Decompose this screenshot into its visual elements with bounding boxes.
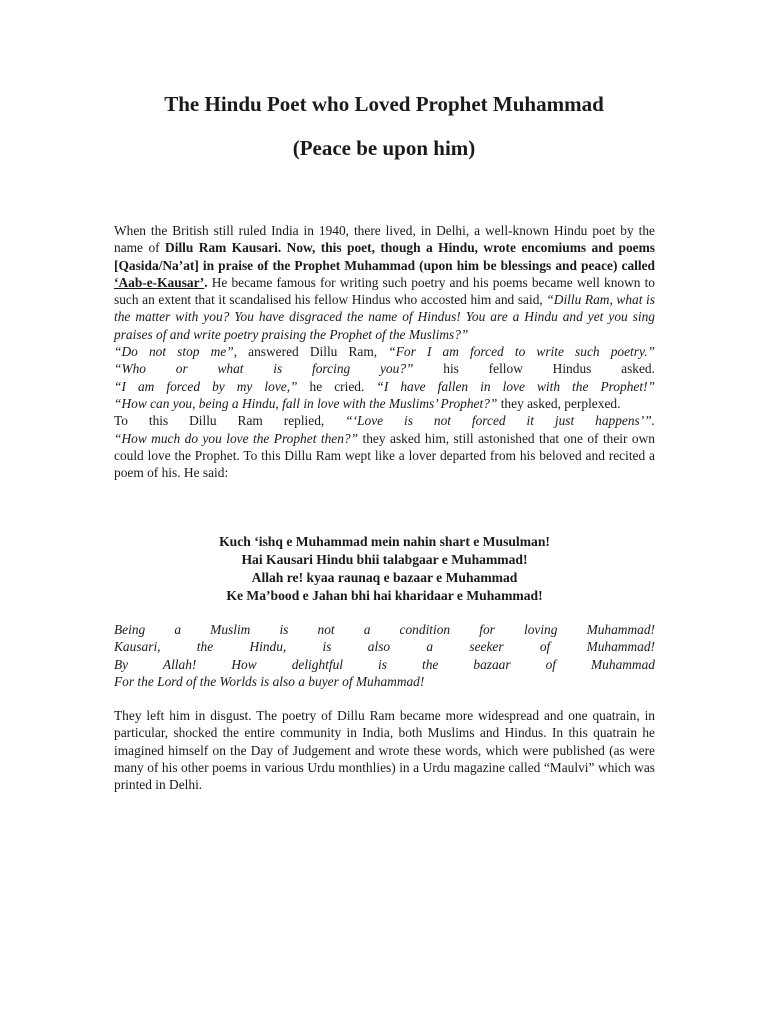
quote-run: “For I am forced to write such poetry.” bbox=[388, 344, 655, 360]
poem-line: Hai Kausari Hindu bhii talabgaar e Muhammad! bbox=[241, 552, 528, 567]
page-title: The Hindu Poet who Loved Prophet Muhammad bbox=[164, 92, 604, 116]
translation-line: By Allah! How delightful is the bazaar of Muhammad bbox=[114, 656, 655, 672]
page-subtitle: (Peace be upon him) bbox=[292, 136, 476, 160]
quote-run: “‘Love is not forced it just happens’”. bbox=[345, 413, 656, 429]
dialogue-line bbox=[114, 430, 655, 482]
intro-section bbox=[114, 222, 655, 481]
poem-line: Kuch ‘ishq e Muhammad mein nahin shart e Musulman! bbox=[219, 534, 550, 549]
translation-line: Kausari, the Hindu, is also a seeker of Muhammad! bbox=[114, 639, 655, 655]
quote-run: “Do not stop me” bbox=[114, 344, 234, 360]
text-run: his fellow Hindus asked. bbox=[413, 361, 655, 377]
dialogue-line bbox=[114, 412, 655, 429]
poem-line: Allah re! kyaa raunaq e bazaar e Muhammad bbox=[251, 570, 518, 585]
bold-run: . Now, this poet, though a Hindu, wrote encomiums and poems [Qasida/Na’at] in praise of the Prophet Muhammad (upon him be blessings and peace) called bbox=[114, 240, 655, 273]
quote-run: “Dillu Ram, what is the matter with you? You have disgraced the name of Hindus! You are a Hindu and yet you sing praises of and write poetry praising the Prophet of the Muslims?” bbox=[114, 292, 655, 342]
translation-line: For the Lord of the Worlds is also a buyer of Muhammad! bbox=[114, 673, 425, 689]
intro-paragraph bbox=[114, 222, 655, 343]
closing-section bbox=[114, 707, 655, 793]
text-run: , answered Dillu Ram, bbox=[233, 344, 389, 360]
translation-line: Being a Muslim is not a condition for loving Muhammad! bbox=[114, 622, 655, 637]
quote-run: “Who or what is forcing you?” bbox=[114, 361, 414, 377]
poem-line: Ke Ma’bood e Jahan bhi hai kharidaar e Muhammad! bbox=[226, 588, 543, 603]
quote-run: “How can you, being a Hindu, fall in love with the Muslims’ Prophet?” bbox=[114, 395, 498, 411]
quote-run: “I have fallen in love with the Prophet!” bbox=[376, 378, 655, 394]
book-title: ‘Aab-e-Kausar’ bbox=[114, 274, 205, 290]
poem-translation bbox=[114, 621, 655, 690]
dialogue-line bbox=[114, 378, 655, 395]
poet-name: Dillu Ram Kausari bbox=[165, 240, 278, 256]
text-run: he cried. bbox=[297, 378, 377, 394]
dialogue-line bbox=[114, 343, 655, 360]
text-run: To this Dillu Ram replied, bbox=[114, 413, 346, 429]
text-run: they asked, perplexed. bbox=[497, 395, 621, 411]
text-run: When the British still ruled India in 1940, there lived, in Delhi, a well-known Hindu poet by the name of bbox=[114, 223, 655, 256]
quote-run: “I am forced by my love,” bbox=[114, 378, 298, 394]
closing-paragraph: They left him in disgust. The poetry of Dillu Ram became more widespread and one quatrain, in particular, shocked the entire community in India, both Muslims and Hindus. In this quatrain he imagined himself on the Day of Judgement and wrote these words, which were published (as were many of his other poems in various Urdu monthlies) in a Urdu magazine called “Maulvi” which was printed in Delhi. bbox=[114, 708, 655, 793]
dialogue-line bbox=[114, 395, 655, 412]
urdu-poem bbox=[114, 533, 655, 605]
text-run: they asked him, still astonished that one of their own could love the Prophet. To this Dillu Ram wept like a lover departed from his beloved and recited a poem of his. He said: bbox=[114, 430, 655, 481]
dialogue-line bbox=[114, 360, 655, 377]
quote-run: “How much do you love the Prophet then?” bbox=[114, 430, 359, 446]
bold-run: . bbox=[204, 274, 208, 290]
text-run: He became famous for writing such poetry and his poems became well known to such an extent that it scandalised his fellow Hindus who accosted him and said, bbox=[114, 274, 655, 308]
